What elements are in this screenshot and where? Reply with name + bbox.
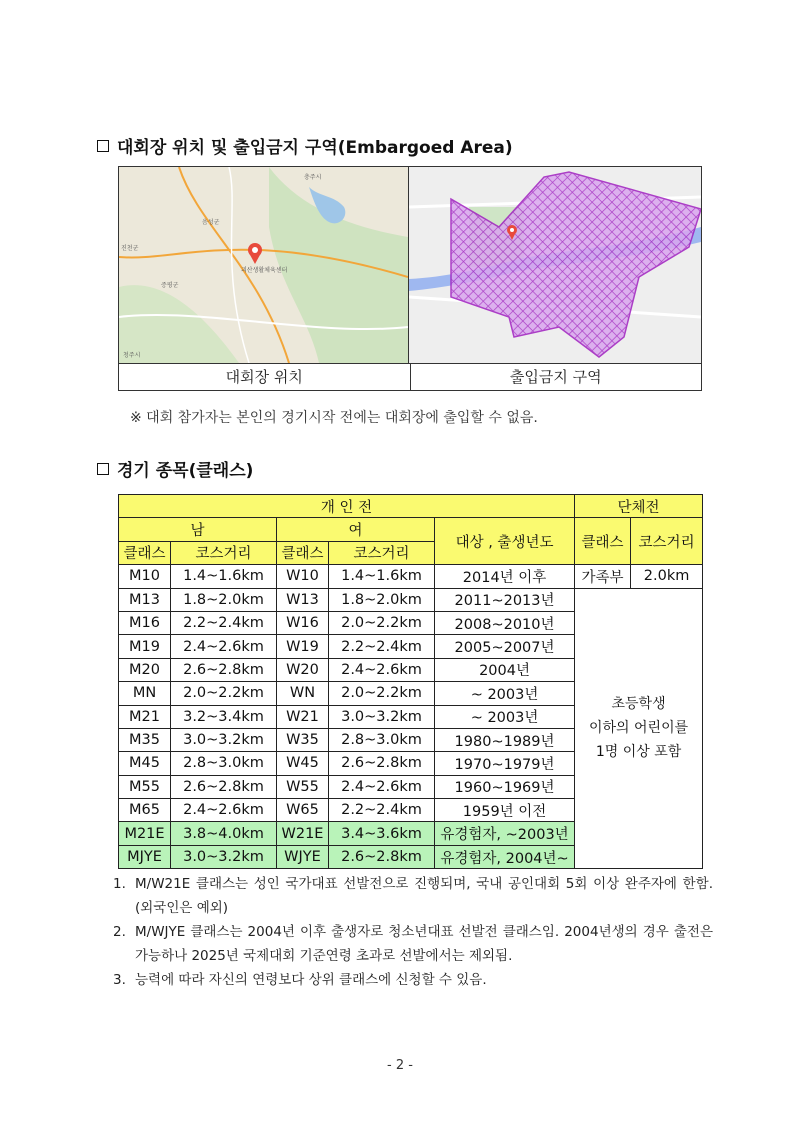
- distance-cell: 2.4~2.6km: [171, 635, 277, 658]
- map-town-label: 증평군: [161, 282, 179, 289]
- target-cell: 1959년 이전: [435, 799, 575, 822]
- target-cell: 2005~2007년: [435, 635, 575, 658]
- venue-section-heading: [97, 133, 513, 158]
- distance-cell: 3.0~3.2km: [171, 845, 277, 868]
- target-cell: 2004년: [435, 658, 575, 681]
- distance-cell: 2.0~2.2km: [329, 682, 435, 705]
- class-cell: MJYE: [119, 845, 171, 868]
- table-row: [119, 565, 703, 588]
- checkbox-icon: [97, 140, 109, 152]
- team-distance-header: 코스거리: [631, 518, 703, 565]
- distance-cell: 3.0~3.2km: [171, 728, 277, 751]
- distance-cell: 3.8~4.0km: [171, 822, 277, 845]
- distance-cell: 2.2~2.4km: [329, 799, 435, 822]
- page-number: - 2 -: [387, 1058, 413, 1073]
- map-town-label: 음성군: [202, 219, 220, 226]
- note-item: 3. 능력에 따라 자신의 연령보다 상위 클래스에 신청할 수 있음.: [113, 972, 487, 988]
- distance-cell: 2.6~2.8km: [171, 658, 277, 681]
- venue-location-caption: 대회장 위치: [119, 364, 411, 391]
- class-cell: W19: [277, 635, 329, 658]
- class-cell: W55: [277, 775, 329, 798]
- target-cell: 2011~2013년: [435, 588, 575, 611]
- target-cell: 유경험자, ~2003년: [435, 822, 575, 845]
- class-cell: M65: [119, 799, 171, 822]
- distance-cell: 2.4~2.6km: [171, 799, 277, 822]
- class-cell: WJYE: [277, 845, 329, 868]
- class-notes: [113, 872, 713, 992]
- target-cell: 1960~1969년: [435, 775, 575, 798]
- map-town-label: 충주시: [304, 174, 322, 181]
- target-header: 대상 , 출생년도: [435, 518, 575, 565]
- target-cell: ~ 2003년: [435, 682, 575, 705]
- checkbox-icon: [97, 463, 109, 475]
- distance-cell: 1.4~1.6km: [171, 565, 277, 588]
- table-header-row: [119, 495, 703, 518]
- venue-note: ※ 대회 참가자는 본인의 경기시작 전에는 대회장에 출입할 수 없음.: [130, 410, 538, 426]
- female-class-header: 클래스: [277, 541, 329, 564]
- class-cell: W65: [277, 799, 329, 822]
- embargo-area-caption: 출입금지 구역: [509, 368, 602, 386]
- note-item: 1. M/W21E 클래스는 성인 국가대표 선발전으로 진행되며, 국내 공인대회 5회 이상 완주자에 한함.(외국인은 예외): [113, 876, 713, 916]
- map-captions: [119, 363, 701, 391]
- distance-cell: 3.0~3.2km: [329, 705, 435, 728]
- class-cell: W21: [277, 705, 329, 728]
- distance-cell: 2.6~2.8km: [171, 775, 277, 798]
- team-requirement-line: 이하의 어린이를: [589, 720, 689, 737]
- target-cell: 1970~1979년: [435, 752, 575, 775]
- team-requirement-cell: [575, 588, 703, 869]
- male-header: 남: [119, 518, 277, 541]
- embargo-map-graphic: [409, 167, 701, 363]
- classes-table: [118, 494, 703, 869]
- classes-section-heading: [97, 456, 253, 481]
- distance-cell: 2.2~2.4km: [171, 611, 277, 634]
- map-town-label: 진천군: [121, 245, 139, 252]
- team-distance-cell: 2.0km: [631, 565, 703, 588]
- individual-header: 개 인 전: [119, 495, 575, 518]
- class-cell: M16: [119, 611, 171, 634]
- map-town-label: 청주시: [123, 352, 141, 359]
- class-cell: M45: [119, 752, 171, 775]
- female-header: 여: [277, 518, 435, 541]
- team-requirement-line: 초등학생: [611, 696, 666, 713]
- class-cell: W16: [277, 611, 329, 634]
- class-cell: M21E: [119, 822, 171, 845]
- class-cell: W20: [277, 658, 329, 681]
- venue-section-title: 대회장 위치 및 출입금지 구역(Embargoed Area): [117, 138, 513, 158]
- table-row: [119, 588, 703, 611]
- target-cell: 2014년 이후: [435, 565, 575, 588]
- class-cell: W21E: [277, 822, 329, 845]
- class-cell: M20: [119, 658, 171, 681]
- target-cell: 유경험자, 2004년~: [435, 845, 575, 868]
- class-cell: M10: [119, 565, 171, 588]
- class-cell: W13: [277, 588, 329, 611]
- classes-table-body: [119, 495, 703, 869]
- target-cell: 2008~2010년: [435, 611, 575, 634]
- female-distance-header: 코스거리: [329, 541, 435, 564]
- embargo-area-map: [409, 167, 701, 363]
- distance-cell: 1.8~2.0km: [329, 588, 435, 611]
- distance-cell: 2.8~3.0km: [329, 728, 435, 751]
- distance-cell: 2.0~2.2km: [171, 682, 277, 705]
- distance-cell: 1.4~1.6km: [329, 565, 435, 588]
- classes-section-title: 경기 종목(클래스): [117, 461, 254, 481]
- team-requirement-line: 1명 이상 포함: [595, 744, 682, 761]
- team-class-header: 클래스: [575, 518, 631, 565]
- note-item: 2. M/WJYE 클래스는 2004년 이후 출생자로 청소년대표 선발전 클래스임. 2004년생의 경우 출전은 가능하나 2025년 국제대회 기준연령 초과로 선발에서는 제외됨.: [113, 924, 713, 964]
- class-cell: M55: [119, 775, 171, 798]
- distance-cell: 2.0~2.2km: [329, 611, 435, 634]
- map-panel: [118, 166, 702, 391]
- class-cell: W45: [277, 752, 329, 775]
- distance-cell: 2.4~2.6km: [329, 775, 435, 798]
- male-distance-header: 코스거리: [171, 541, 277, 564]
- table-header-row: [119, 518, 703, 541]
- class-cell: MN: [119, 682, 171, 705]
- target-cell: 1980~1989년: [435, 728, 575, 751]
- class-cell: W35: [277, 728, 329, 751]
- class-cell: M13: [119, 588, 171, 611]
- venue-location-map: [119, 167, 409, 363]
- class-cell: M19: [119, 635, 171, 658]
- class-cell: WN: [277, 682, 329, 705]
- distance-cell: 2.8~3.0km: [171, 752, 277, 775]
- class-cell: W10: [277, 565, 329, 588]
- team-class-cell: 가족부: [575, 565, 631, 588]
- class-cell: M21: [119, 705, 171, 728]
- class-cell: M35: [119, 728, 171, 751]
- team-header: 단체전: [575, 495, 703, 518]
- male-class-header: 클래스: [119, 541, 171, 564]
- venue-map-graphic: [119, 167, 408, 363]
- distance-cell: 3.4~3.6km: [329, 822, 435, 845]
- distance-cell: 2.2~2.4km: [329, 635, 435, 658]
- distance-cell: 2.4~2.6km: [329, 658, 435, 681]
- distance-cell: 2.6~2.8km: [329, 752, 435, 775]
- distance-cell: 1.8~2.0km: [171, 588, 277, 611]
- target-cell: ~ 2003년: [435, 705, 575, 728]
- venue-marker-label: 괴산생활체육센터: [241, 267, 288, 274]
- distance-cell: 2.6~2.8km: [329, 845, 435, 868]
- distance-cell: 3.2~3.4km: [171, 705, 277, 728]
